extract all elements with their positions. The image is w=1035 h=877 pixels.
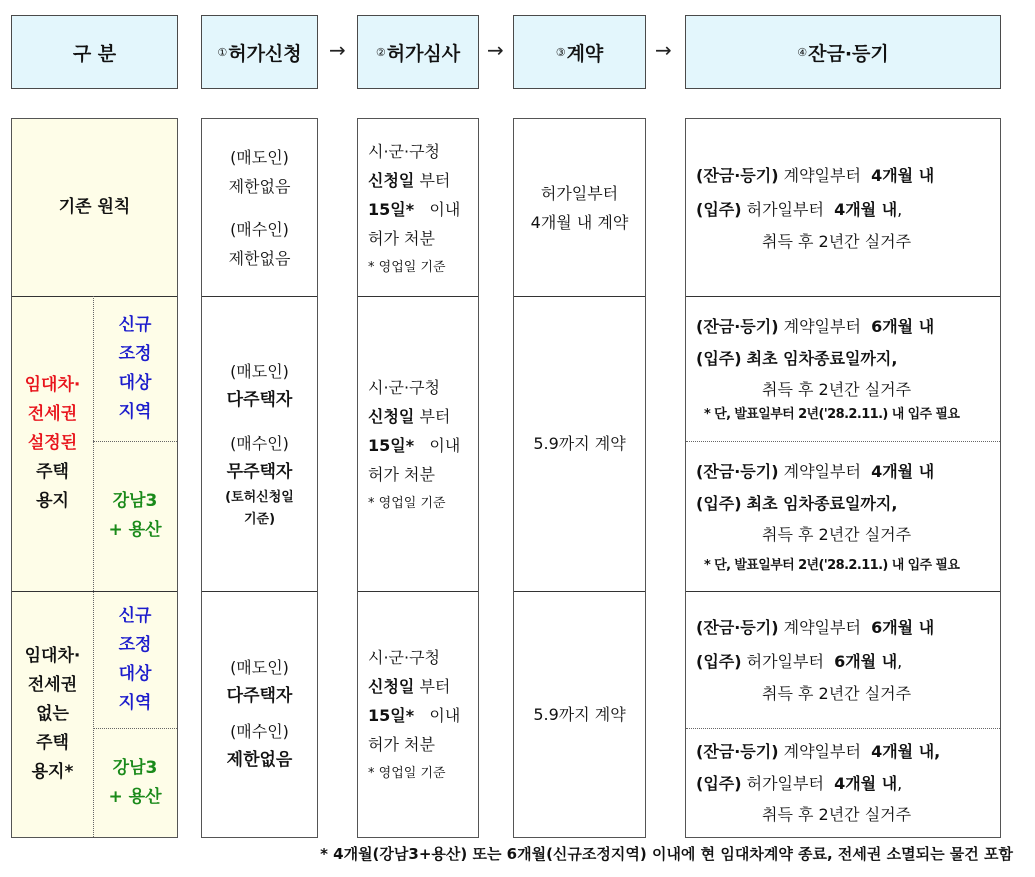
header-application <box>201 15 318 89</box>
payment-existing: (잔금·등기) 계약일부터 4개월 내 (입주) 허가일부터 4개월 내, 취득 후 2년간 실거주 <box>696 166 935 251</box>
header-contract <box>513 15 646 89</box>
category-column <box>11 118 178 838</box>
review-existing: 시·군·구청 신청일 부터 15일* 이내 허가 처분 * 영업일 기준 <box>368 141 461 275</box>
category-existing: 기존 원칙 <box>58 197 131 217</box>
header-review-label: 허가심사 <box>386 42 461 65</box>
payment-leased-gangnam: (잔금·등기) 계약일부터 4개월 내 (입주) 최초 임차종료일까지, 취득 후 2년간 실거주 * 단, 발표일부터 2년('28.2.11.) 내 입주 필요 <box>696 461 960 573</box>
application-leased: (매도인) 다주택자 (매수인) 무주택자 (토허신청일 기준) <box>225 361 294 527</box>
arrow-right-icon: → <box>329 38 346 62</box>
application-unleased: (매도인) 다주택자 (매수인) 제한없음 <box>226 658 293 770</box>
footnote: * 4개월(강남3+용산) 또는 6개월(신규조정지역) 이내에 현 임대차계약 종료, 전세권 소멸되는 물건 포함 <box>320 845 1013 863</box>
header-category <box>11 15 178 89</box>
payment-column <box>685 118 1001 838</box>
step-number: ① <box>217 45 228 59</box>
arrow-right-icon: → <box>487 38 504 62</box>
header-application-label: 허가신청 <box>228 42 302 65</box>
review-column <box>357 118 479 838</box>
region-gangnam-yongsan: 강남3 + 용산 <box>108 491 162 540</box>
review-unleased: 시·군·구청 신청일 부터 15일* 이내 허가 처분 * 영업일 기준 <box>368 648 461 781</box>
step-number: ② <box>375 45 386 59</box>
category-unleased: 임대차· 전세권 없는 주택 용지* <box>24 645 81 782</box>
step-number: ④ <box>797 45 808 59</box>
payment-unleased-gangnam: (잔금·등기) 계약일부터 4개월 내, (입주) 허가일부터 4개월 내, 취득 후 2년간 실거주 <box>696 742 941 824</box>
region-gangnam-yongsan: 강남3 + 용산 <box>108 757 162 807</box>
contract-column <box>513 118 646 838</box>
payment-leased-new-region: (잔금·등기) 계약일부터 6개월 내 (입주) 최초 임차종료일까지, 취득 후 2년간 실거주 * 단, 발표일부터 2년('28.2.11.) 내 입주 필요 <box>696 317 960 422</box>
review-leased: 시·군·구청 신청일 부터 15일* 이내 허가 처분 * 영업일 기준 <box>368 377 461 511</box>
category-leased: 임대차· 전세권 설정된 주택 용지 <box>24 375 81 511</box>
contract-existing: 허가일부터 4개월 내 계약 <box>530 183 629 232</box>
payment-unleased-new-region: (잔금·등기) 계약일부터 6개월 내 (입주) 허가일부터 6개월 내, 취득 후 2년간 실거주 <box>696 618 935 703</box>
header-contract-label: 계약 <box>566 42 604 65</box>
header-review <box>357 15 479 89</box>
step-number: ③ <box>555 45 566 59</box>
header-payment <box>685 15 1001 89</box>
application-existing: (매도인) 제한없음 (매수인) 제한없음 <box>228 147 291 268</box>
arrow-right-icon: → <box>655 38 672 62</box>
contract-leased: 5.9까지 계약 <box>533 434 626 453</box>
contract-unleased: 5.9까지 계약 <box>533 704 626 724</box>
application-column <box>201 118 318 838</box>
header-category-label: 구 분 <box>72 42 117 65</box>
region-new-adjusted: 신규 조정 대상 지역 <box>118 314 152 422</box>
region-new-adjusted: 신규 조정 대상 지역 <box>118 605 152 713</box>
header-payment-label: 잔금·등기 <box>808 42 889 65</box>
